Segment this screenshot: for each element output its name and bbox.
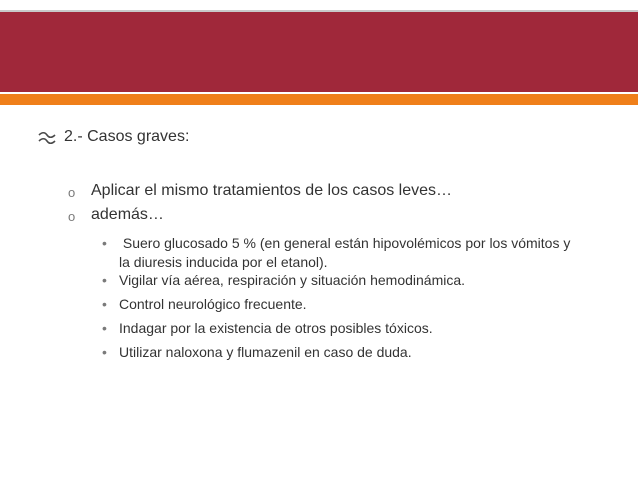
dot-bullet-icon: • (102, 235, 107, 251)
sub-item-label: además… (91, 206, 164, 223)
slide-heading: 2.- Casos graves: (64, 128, 190, 145)
circle-bullet-icon: o (68, 209, 76, 224)
dot-bullet-icon: • (102, 296, 107, 312)
dot-bullet-icon: • (102, 320, 107, 336)
detail-item-label: Suero glucosado 5 % (en general están hipovolémicos por los vómitos y la diuresis inducida por el etanol). (119, 235, 575, 270)
dot-bullet-icon: • (102, 344, 107, 360)
header-band (0, 12, 638, 92)
detail-item-label: Utilizar naloxona y flumazenil en caso de duda. (119, 344, 412, 360)
detail-item-label: Vigilar vía aérea, respiración y situación hemodinámica. (119, 272, 466, 288)
circle-bullet-icon: o (68, 185, 76, 200)
detail-item-label: Indagar por la existencia de otros posibles tóxicos. (119, 320, 433, 336)
sub-item-label: Aplicar el mismo tratamientos de los casos leves… (91, 182, 453, 199)
accent-rule (0, 94, 638, 105)
wave-bullet-icon (38, 131, 56, 145)
detail-item-label: Control neurológico frecuente. (119, 296, 307, 312)
dot-bullet-icon: • (102, 272, 107, 288)
